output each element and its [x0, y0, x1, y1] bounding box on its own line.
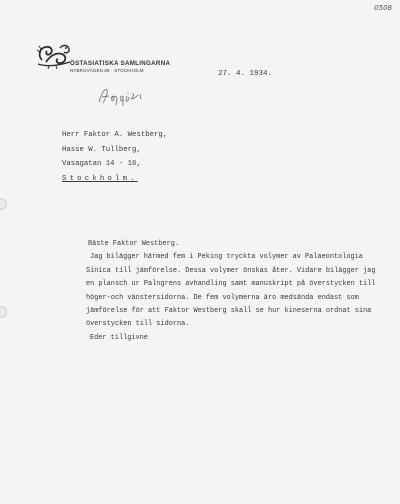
body-line: jämförelse för att Faktor Westberg skall se hur kineserna ordnat sina [86, 307, 372, 316]
closing: Eder tillgivne [90, 333, 148, 342]
punch-hole-top [0, 198, 7, 210]
body-line: höger-och vänstersidorna. De fem volymerna äro medsända endast som [86, 293, 359, 302]
letter-body [88, 238, 375, 345]
body-line: överstycken till sidorna. [86, 320, 190, 329]
letter-date: 27. 4. 1934. [218, 70, 273, 78]
organization-address: NYBROVÄGEN 68 · STOCKHOLM [70, 68, 144, 73]
recipient-street: Vasagatan 14 - 16, [62, 160, 141, 169]
archive-number: 0508 [374, 4, 392, 12]
body-line: Sinica till jämförelse. Dessa volymer önskas åter. Vidare bilägger jag [86, 266, 376, 275]
recipient-city: Stockholm. [62, 174, 138, 183]
letterhead [70, 60, 170, 73]
recipient-name: Herr Faktor A. Westberg, [62, 131, 168, 139]
recipient-address [62, 128, 167, 186]
organization-name: ÖSTASIATISKA SAMLINGARNA [70, 60, 171, 67]
punch-hole-bottom [0, 306, 7, 318]
body-line: en plansch ur Palngrens avhandling samt manuskript på överstycken till [86, 280, 376, 289]
dragon-logo-icon [36, 42, 72, 70]
salutation: Bäste Faktor Westberg. [88, 240, 179, 248]
body-line: Jag bilägger härmed fem i Peking tryckta volymer av Palaeontologia [90, 253, 363, 262]
recipient-company: Hasse W. Tullberg, [62, 145, 141, 154]
handwritten-pencil-note [96, 84, 148, 108]
